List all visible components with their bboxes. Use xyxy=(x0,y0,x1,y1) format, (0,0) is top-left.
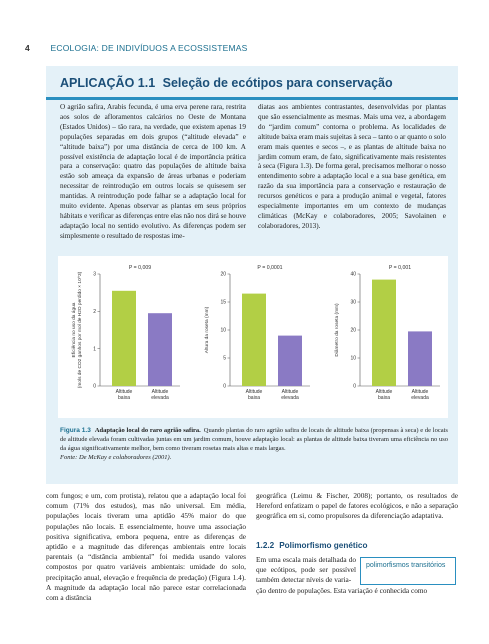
y-tick-label: 0 xyxy=(223,383,226,390)
x-tick-label-line-1: Altitude xyxy=(281,389,299,395)
application-box xyxy=(46,66,458,484)
p-value-annotation: P = 0,001 xyxy=(388,265,412,271)
figure-title: Adaptação local do raro agrião safira. xyxy=(94,427,201,434)
y-tick-label: 10 xyxy=(350,355,356,362)
x-tick-label-line-2: baixa xyxy=(248,395,260,401)
y-axis-label-line-2: (mols de CO2 ganhos por mol de H2O perdido × 10^3) xyxy=(78,271,83,389)
y-axis-label: Diâmetro da roseta (mm) xyxy=(335,303,340,357)
y-tick-label: 15 xyxy=(220,299,226,306)
margin-term-box: polimorfismos transitórios xyxy=(360,557,456,585)
bar-high-altitude xyxy=(408,331,432,386)
bar-low-altitude xyxy=(372,280,396,386)
body-column-1: com fungos; e um, com protista), relatou que a adaptação local foi comum (71% dos estudos), mas não universal. Em média, populações locais tiveram uma aptidão 45% maior do que populações não locais. E essencialmente, houve uma associação positiva significativa, embora pequena, entre as diferenças de aptidão e a magnitude das diferenças ambientais entre locais parentais (a “distância ambiental” foi medida usando valores compostos por quatro variáveis ambientais: umidade do solo, precipitação anual, elevação e frequência de predação) (Figura 1.4). A magnitude da adaptação local não parece estar correlacionada com a distância xyxy=(46,491,246,603)
figure-chart-panel xyxy=(58,256,448,418)
box-text-column-2: diatas aos ambientes contrastantes, desenvolvidas por plantas que são essencialmente as mesmas. Mais uma vez, a abordagem do “jardim comum” contorna o problema. As localidades de altitude baixa eram mais sujeitas à seca – tanto o ar quanto o solo eram mais quentes e secos –, e as plantas de altitude baixa no jardim comum eram, de fato, significativamente mais resistentes à seca (Figura 1.3). De forma geral, precisamos melhorar o nosso entendimento sobre a adaptação local e a sua base genética, em razão da sua importância para a conservação e restauração de recursos genéticos e para a produção animal e vegetal, fatores especialmente importantes em um contexto de mudanças climáticas (McKay e colaboradores, 2005; Savolainen e colaboradores, 2013). xyxy=(258,103,446,230)
bar-high-altitude xyxy=(278,336,302,386)
x-tick-label-line-1: Altitude xyxy=(245,389,263,395)
figure-caption xyxy=(60,426,448,462)
y-tick-label: 0 xyxy=(353,383,356,390)
x-tick-label-line-2: elevada xyxy=(411,395,429,401)
figure-source: Fonte: De McKay e colaboradores (2001). xyxy=(60,454,172,461)
section-title: Polimorfismo genético xyxy=(279,541,368,550)
body-column-2-section-text: Em uma escala mais detalhada do que ecótipos, pode ser possível também detectar níveis de varia- xyxy=(256,555,356,585)
box-heading xyxy=(60,76,393,90)
box-divider xyxy=(46,97,458,100)
bar-high-altitude xyxy=(148,313,172,386)
figure-label: Figura 1.3 xyxy=(60,427,91,434)
y-axis-label: Altura da roseta (mm) xyxy=(205,306,210,354)
bar-low-altitude xyxy=(242,294,266,386)
x-tick-label-line-1: Altitude xyxy=(375,389,393,395)
body-column-2-continuation: ção dentro de populações. Esta variação é conhecida como xyxy=(256,586,428,595)
p-value-annotation: P = 0,009 xyxy=(128,265,152,271)
x-tick-label-line-1: Altitude xyxy=(411,389,429,395)
section-number: 1.2.2 xyxy=(256,541,275,550)
running-title: ECOLOGIA: DE INDIVÍDUOS A ECOSSISTEMAS xyxy=(50,43,248,53)
box-label: APLICAÇÃO 1.1 xyxy=(60,76,156,90)
bar-charts xyxy=(58,256,448,418)
y-axis-label-line-1: Eficiência no uso da água xyxy=(72,302,77,358)
y-tick-label: 40 xyxy=(350,271,356,278)
y-tick-label: 30 xyxy=(350,299,356,306)
x-tick-label-line-1: Altitude xyxy=(151,389,169,395)
section-heading xyxy=(256,541,367,550)
x-tick-label-line-2: elevada xyxy=(151,395,169,401)
y-tick-label: 20 xyxy=(220,271,226,278)
x-tick-label-line-2: elevada xyxy=(281,395,299,401)
running-header xyxy=(25,43,248,53)
box-title: Seleção de ecótipos para conservação xyxy=(162,76,393,90)
y-tick-label: 5 xyxy=(223,355,226,362)
y-tick-label: 20 xyxy=(350,327,356,334)
bar-low-altitude xyxy=(112,291,136,386)
y-tick-label: 2 xyxy=(93,309,96,316)
x-tick-label-line-2: baixa xyxy=(118,395,130,401)
x-tick-label-line-1: Altitude xyxy=(115,389,133,395)
y-tick-label: 3 xyxy=(93,271,96,278)
figure-text: Quando plantas do raro agrião safira de locais de altitude baixa (propensas à seca) e de locais de altitude elevada foram cultivadas juntas em um jardim comum, houve adaptação local: as plantas de altitude baixa tiveram uma eficiência no uso da água significativamente melhor, bem como tiveram rosetas mais altas e mais largas. xyxy=(60,427,448,452)
page-number: 4 xyxy=(25,43,30,53)
y-tick-label: 0 xyxy=(93,383,96,390)
x-tick-label-line-2: baixa xyxy=(378,395,390,401)
box-text-column-1: O agrião safira, Arabis fecunda, é uma erva perene rara, restrita aos solos de afloramentos calcários no Oeste de Montana (Estados Unidos) – tão rara, na verdade, que existem apenas 19 populações separadas em dois grupos (“altitude elevada” e “altitude baixa”) por uma distância de cerca de 100 km. A possível existência de adaptação local é de importância prática para a conservação: quatro das populações de altitude baixa estão sob ameaça da expansão de áreas urbanas e poderiam necessitar de reintrodução em outros locais se quisesem ser mantidas. A reintrodução pode falhar se a adaptação local for muito evidente. Apenas observar as plantas em seus próprios hábitats e verificar as diferenças entre elas não nos dirá se houve adaptação local no sentido evolutivo. As diferenças podem ser simplesmente o resultado de respostas ime- xyxy=(60,103,246,240)
p-value-annotation: P = 0,0001 xyxy=(257,265,283,271)
y-axis-label xyxy=(71,271,83,388)
y-tick-label: 1 xyxy=(93,346,96,353)
body-column-2: geográfica (Leimu & Fischer, 2008); portanto, os resultados de Hereford enfatizam o papel de fatores ecológicos, e não a separação geográfica em si, como propulsores da diferenciação adaptativa. xyxy=(256,491,458,521)
y-tick-label: 10 xyxy=(220,327,226,334)
